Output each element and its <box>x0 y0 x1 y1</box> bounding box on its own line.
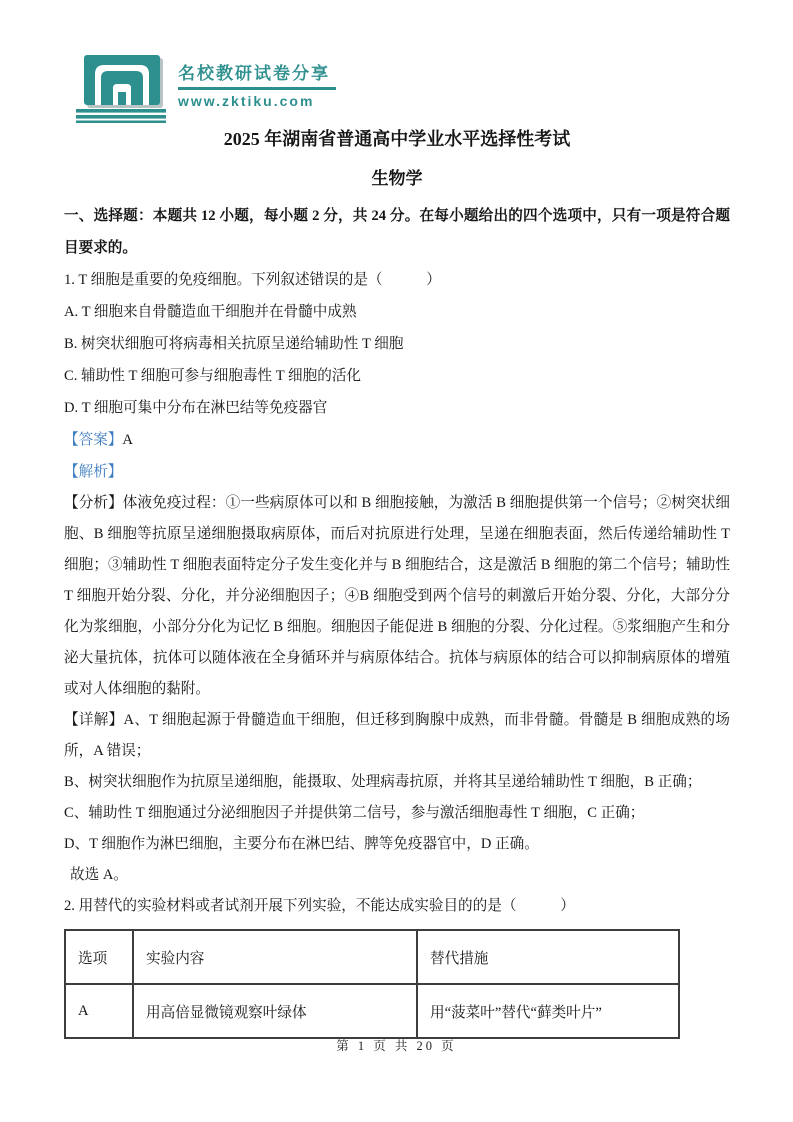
question-1-option-b: B. 树突状细胞可将病毒相关抗原呈递给辅助性 T 细胞 <box>64 336 404 352</box>
document-body <box>64 126 730 1039</box>
table-header-experiment: 实验内容 <box>133 930 417 984</box>
answer-label: 【答案】 <box>64 432 123 448</box>
zktiku-logo <box>74 55 336 123</box>
question-1-stem: 1. T 细胞是重要的免疫细胞。下列叙述错误的是（ ） <box>64 272 441 288</box>
question-2-table <box>64 929 680 1039</box>
answer-value: A <box>122 432 133 448</box>
detail-paragraph-d: D、T 细胞作为淋巴细胞，主要分布在淋巴结、脾等免疫器官中，D 正确。 <box>64 836 539 852</box>
conclusion-line: 故选 A。 <box>70 867 128 883</box>
logo-brand-text: 名校教研试卷分享 <box>178 64 330 83</box>
question-2-stem: 2. 用替代的实验材料或者试剂开展下列实验，不能达成实验目的的是（ ） <box>64 898 575 914</box>
page-footer: 第 1 页 共 20 页 <box>336 1039 457 1053</box>
exam-title: 2025 年湖南省普通高中学业水平选择性考试 <box>223 129 571 149</box>
detail-paragraph-b: B、树突状细胞作为抗原呈递细胞，能摄取、处理病毒抗原，并将其呈递给辅助性 T 细胞，B 正确； <box>64 774 702 790</box>
table-cell-option-a: A <box>65 984 133 1038</box>
logo-divider <box>178 87 336 90</box>
answer-line <box>64 424 730 456</box>
zktiku-logo-icon <box>74 55 168 123</box>
analysis-paragraph: 【分析】体液免疫过程：①一些病原体可以和 B 细胞接触，为激活 B 细胞提供第一个信号；②树突状细胞、B 细胞等抗原呈递细胞摄取病原体，而后对抗原进行处理，呈递在细胞表面，然后传递给辅助性 T 细胞；③辅助性 T 细胞表面特定分子发生变化并与 B 细胞结合，这是激活 B 细胞的第二个信号；辅助性 T 细胞开始分裂、分化，并分泌细胞因子；④B 细胞受到两个信号的刺激后开始分裂、分化，大部分分化为浆细胞，小部分分化为记忆 B 细胞。细胞因子能促进 B 细胞的分裂、分化过程。⑤浆细胞产生和分泌大量抗体，抗体可以随体液在全身循环并与病原体结合。抗体与病原体的结合可以抑制病原体的增殖或对人体细胞的黏附。 <box>64 495 730 697</box>
jiexi-line <box>64 456 730 488</box>
jiexi-label: 【解析】 <box>64 464 123 480</box>
explanation-block <box>64 488 730 922</box>
table-header-substitute: 替代措施 <box>417 930 679 984</box>
question-1-option-d: D. T 细胞可集中分布在淋巴结等免疫器官 <box>64 400 328 416</box>
table-header-row <box>65 930 679 984</box>
logo-website-text: www.zktiku.com <box>178 93 315 109</box>
question-1-option-c: C. 辅助性 T 细胞可参与细胞毒性 T 细胞的活化 <box>64 368 362 384</box>
table-header-option: 选项 <box>65 930 133 984</box>
logo-text-block <box>178 64 336 110</box>
detail-paragraph-c: C、辅助性 T 细胞通过分泌细胞因子并提供第二信号，参与激活细胞毒性 T 细胞，C 正确； <box>64 805 645 821</box>
table-cell-experiment-a: 用高倍显微镜观察叶绿体 <box>133 984 417 1038</box>
exam-subject: 生物学 <box>371 169 423 188</box>
table-row <box>65 984 679 1038</box>
table-cell-substitute-a: 用“菠菜叶”替代“藓类叶片” <box>417 984 679 1038</box>
detail-paragraph-a: 【详解】A、T 细胞起源于骨髓造血干细胞，但迁移到胸腺中成熟，而非骨髓。骨髓是 B 细胞成熟的场所，A 错误； <box>64 712 730 759</box>
section-instructions: 一、选择题：本题共 12 小题，每小题 2 分，共 24 分。在每小题给出的四个选项中，只有一项是符合题目要求的。 <box>64 208 730 256</box>
question-1-option-a: A. T 细胞来自骨髓造血干细胞并在骨髓中成熟 <box>64 304 357 320</box>
